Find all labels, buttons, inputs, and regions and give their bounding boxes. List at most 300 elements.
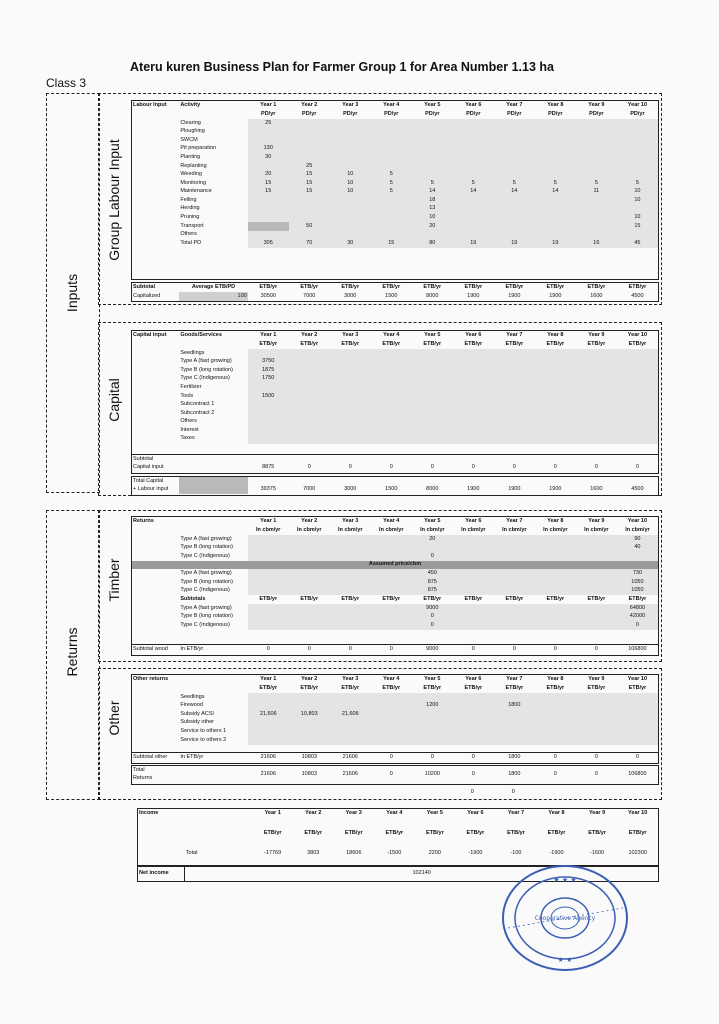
- header-cell: Year 3: [345, 810, 362, 817]
- value-cell: 9000: [426, 645, 439, 652]
- labour-row: [132, 128, 658, 137]
- header-cell: Year 5: [424, 517, 441, 524]
- unit-cell: ETB/yr: [507, 830, 525, 837]
- value-cell: [453, 621, 494, 630]
- header-cell: Year 8: [547, 517, 564, 524]
- value-cell: [617, 383, 658, 392]
- table-cell: [132, 435, 179, 444]
- capital-total-row1: [132, 477, 658, 486]
- unit-cell: PD/yr: [589, 110, 604, 117]
- value-cell: [576, 693, 617, 702]
- avg-label: Average ETB/PD: [191, 283, 236, 290]
- unit-cell: ETB/yr: [505, 684, 524, 691]
- labour-capitalized-row: [132, 292, 658, 301]
- value-cell: [412, 153, 453, 162]
- header-cell: [179, 675, 247, 684]
- value-cell: 10: [330, 179, 371, 188]
- value-cell: [371, 358, 412, 367]
- type-label: Type C (Indigenous): [180, 587, 230, 594]
- value-cell: 5: [617, 179, 658, 188]
- value-cell: [248, 401, 289, 410]
- capital-row: [132, 435, 658, 444]
- value-cell: [617, 409, 658, 418]
- value-cell: [371, 621, 412, 630]
- value-cell: [494, 162, 535, 171]
- value-cell: [535, 119, 576, 128]
- value-cell: 10803: [301, 770, 317, 777]
- unit-cell: ETB/yr: [546, 340, 565, 347]
- header-cell: Year 5: [424, 331, 441, 338]
- unit-cell: ETB/yr: [259, 340, 278, 347]
- unit-cell: ETB/yr: [423, 283, 442, 290]
- value-cell: [371, 128, 412, 137]
- table-cell: [132, 392, 179, 401]
- value-cell: [617, 418, 658, 427]
- other-label: Other: [106, 700, 122, 736]
- activity-label: Maintenance: [180, 188, 212, 195]
- unit-cell: In cbm/yr: [625, 526, 650, 533]
- timber-returns-table: [131, 516, 659, 646]
- value-cell: 7000: [303, 292, 316, 299]
- header-cell: Year 7: [506, 675, 523, 682]
- value-cell: [453, 604, 494, 613]
- table-cell: [453, 455, 494, 464]
- value-cell: 18: [412, 196, 453, 205]
- value-cell: [412, 435, 453, 444]
- value-cell: [576, 375, 617, 384]
- unit-cell: ETB/yr: [505, 595, 524, 602]
- value-cell: [289, 214, 330, 223]
- value-cell: [412, 401, 453, 410]
- value-cell: [617, 145, 658, 154]
- value-cell: 0: [430, 464, 434, 471]
- value-cell: 0: [389, 753, 393, 760]
- value-cell: [371, 604, 412, 613]
- value-cell: [616, 788, 657, 797]
- labour-row: [132, 222, 658, 231]
- value-cell: [412, 119, 453, 128]
- header-cell: Year 7: [506, 517, 523, 524]
- table-cell: [330, 569, 371, 578]
- value-cell: 1900: [508, 486, 521, 493]
- table-cell: [132, 409, 179, 418]
- unit-cell: ETB/yr: [259, 595, 278, 602]
- value-cell: [453, 128, 494, 137]
- value-cell: [494, 552, 535, 561]
- labour-row: [132, 145, 658, 154]
- table-cell: [248, 477, 289, 486]
- table-cell: [179, 455, 247, 464]
- header-cell: Other returns: [133, 675, 169, 682]
- table-cell: [132, 162, 179, 171]
- value-cell: [371, 544, 412, 553]
- assumed-price-label: Assumed price/cbm: [132, 561, 658, 570]
- value-cell: [289, 392, 330, 401]
- capital-input-table: [131, 330, 659, 456]
- value-cell: [412, 171, 453, 180]
- value-cell: [617, 128, 658, 137]
- header-cell: Year 1: [260, 331, 277, 338]
- value-cell: [494, 613, 535, 622]
- value-cell: [289, 349, 330, 358]
- value-cell: [494, 153, 535, 162]
- unit-cell: ETB/yr: [423, 340, 442, 347]
- value-cell: 19: [494, 239, 535, 248]
- value-cell: 1500: [385, 292, 398, 299]
- table-cell: [132, 358, 179, 367]
- value-cell: [576, 604, 617, 613]
- capital-subtotal-table: [131, 454, 659, 474]
- value-cell: [412, 693, 453, 702]
- activity-label: Replanting: [180, 162, 207, 169]
- returns-label: Returns: [64, 627, 80, 677]
- unit-cell: In cbm/yr: [461, 526, 486, 533]
- table-cell: [132, 587, 179, 596]
- activity-label: Transport: [180, 222, 204, 229]
- table-cell: [412, 477, 453, 486]
- unit-cell: ETB/yr: [423, 595, 442, 602]
- value-cell: [494, 719, 535, 728]
- value-cell: [289, 128, 330, 137]
- value-cell: [371, 136, 412, 145]
- value-cell: [453, 222, 494, 231]
- value-cell: 106800: [628, 770, 647, 777]
- value-cell: [371, 418, 412, 427]
- table-cell: [535, 455, 576, 464]
- value-cell: 5: [412, 179, 453, 188]
- value-cell: [576, 171, 617, 180]
- value-cell: [494, 535, 535, 544]
- unit-cell: ETB/yr: [300, 340, 319, 347]
- header-cell: Year 6: [465, 331, 482, 338]
- value-cell: [535, 604, 576, 613]
- value-cell: [371, 693, 412, 702]
- table-cell: [185, 829, 253, 839]
- value-cell: [330, 119, 371, 128]
- subtotal-label: Subtotal: [133, 283, 155, 290]
- value-cell: [494, 171, 535, 180]
- timber-header-row: [132, 517, 658, 526]
- value-cell: [289, 719, 330, 728]
- labour-row: [132, 231, 658, 240]
- value-cell: [576, 128, 617, 137]
- value-cell: [371, 153, 412, 162]
- value-cell: [535, 153, 576, 162]
- value-cell: [371, 349, 412, 358]
- activity-label: Pit preparation: [180, 145, 217, 152]
- value-cell: [535, 214, 576, 223]
- value-cell: [535, 196, 576, 205]
- value-cell: [371, 392, 412, 401]
- unit-cell: PD/yr: [261, 110, 276, 117]
- header-cell: Year 10: [627, 331, 648, 338]
- assumed-price-row: [132, 561, 658, 570]
- value-cell: 0: [471, 770, 475, 777]
- value-cell: 2200: [428, 850, 441, 857]
- value-cell: [576, 535, 617, 544]
- value-cell: 10803: [301, 753, 317, 760]
- unit-cell: ETB/yr: [587, 283, 606, 290]
- value-cell: [330, 401, 371, 410]
- value-cell: [617, 375, 658, 384]
- value-cell: [576, 552, 617, 561]
- value-cell: 3803: [307, 850, 320, 857]
- value-cell: [534, 788, 575, 797]
- table-cell: [576, 455, 617, 464]
- value-cell: [330, 383, 371, 392]
- value-cell: 15: [371, 239, 412, 248]
- value-cell: [330, 222, 371, 231]
- value-cell: [453, 366, 494, 375]
- table-cell: [330, 455, 371, 464]
- value-cell: 45: [617, 239, 658, 248]
- value-cell: [617, 702, 658, 711]
- income-total-row: [138, 849, 658, 859]
- value-cell: 30: [330, 239, 371, 248]
- value-cell: [248, 128, 289, 137]
- returns-below-row: [131, 788, 657, 798]
- value-cell: [617, 710, 658, 719]
- value-cell: [330, 544, 371, 553]
- value-cell: [535, 145, 576, 154]
- table-cell: [132, 710, 179, 719]
- capital-input-label: Capital input: [133, 464, 164, 471]
- type-label: Type A (fast growing): [180, 535, 232, 542]
- value-cell: [248, 702, 289, 711]
- header-cell: Year 10: [628, 810, 648, 817]
- value-cell: 25: [289, 162, 330, 171]
- table-cell: [132, 239, 179, 248]
- value-cell: [371, 231, 412, 240]
- header-cell: Year 1: [260, 675, 277, 682]
- timber-value-row: [132, 613, 658, 622]
- value-cell: 25: [248, 119, 289, 128]
- value-cell: [535, 418, 576, 427]
- timber-volume-row: [132, 552, 658, 561]
- value-cell: [411, 788, 452, 797]
- value-cell: [494, 736, 535, 745]
- unit-cell: PD/yr: [343, 110, 358, 117]
- value-cell: [330, 727, 371, 736]
- value-cell: [330, 153, 371, 162]
- value-cell: [453, 358, 494, 367]
- value-cell: [330, 552, 371, 561]
- value-cell: [494, 435, 535, 444]
- goods-label: Taxes: [180, 435, 195, 442]
- timber-value-row: [132, 621, 658, 630]
- type-label: Type A (fast growing): [180, 569, 232, 576]
- value-cell: 0: [635, 464, 639, 471]
- value-cell: [453, 544, 494, 553]
- value-cell: [494, 222, 535, 231]
- value-cell: 1050: [617, 587, 658, 596]
- table-cell: [453, 587, 494, 596]
- value-cell: [412, 710, 453, 719]
- value-cell: 64800: [617, 604, 658, 613]
- capital-subtotal-row1: [132, 455, 658, 464]
- value-cell: [453, 613, 494, 622]
- value-cell: [617, 693, 658, 702]
- value-cell: [330, 435, 371, 444]
- table-cell: [132, 375, 179, 384]
- value-cell: 1900: [467, 486, 480, 493]
- unit-cell: ETB/yr: [300, 684, 319, 691]
- returns-below-row: [131, 788, 657, 797]
- value-cell: [494, 136, 535, 145]
- value-cell: 0: [553, 464, 557, 471]
- unit-cell: ETB/yr: [628, 595, 647, 602]
- value-cell: [576, 205, 617, 214]
- value-cell: 21606: [342, 770, 358, 777]
- value-cell: [371, 222, 412, 231]
- value-cell: [617, 358, 658, 367]
- labour-row: [132, 136, 658, 145]
- activity-label: SWCM: [180, 136, 198, 143]
- value-cell: -1500: [387, 850, 402, 857]
- value-cell: 20: [248, 171, 289, 180]
- value-cell: [289, 727, 330, 736]
- in-etb-label: In ETB/yr: [180, 645, 204, 652]
- capital-row: [132, 375, 658, 384]
- activity-label: Felling: [180, 196, 197, 203]
- value-cell: 10: [412, 214, 453, 223]
- value-cell: [494, 604, 535, 613]
- class-label: Class 3: [46, 76, 87, 90]
- value-cell: [289, 535, 330, 544]
- type-label: Type B (long rotation): [180, 578, 233, 585]
- value-cell: [576, 119, 617, 128]
- value-cell: 0: [348, 645, 352, 652]
- value-cell: 10: [617, 196, 658, 205]
- value-cell: [453, 552, 494, 561]
- labour-row: [132, 171, 658, 180]
- value-cell: [535, 383, 576, 392]
- value-cell: [535, 535, 576, 544]
- value-cell: -100: [510, 850, 522, 857]
- stamp-text: Cooperative Agency: [534, 915, 596, 922]
- unit-cell: ETB/yr: [628, 283, 647, 290]
- returns-label: Returns: [133, 775, 153, 782]
- table-cell: [248, 455, 289, 464]
- value-cell: 30: [248, 153, 289, 162]
- header-cell: Year 2: [301, 675, 318, 682]
- value-cell: [330, 145, 371, 154]
- value-cell: [289, 409, 330, 418]
- value-cell: [412, 358, 453, 367]
- value-cell: 21606: [260, 770, 276, 777]
- value-cell: [412, 375, 453, 384]
- table-cell: [132, 205, 179, 214]
- value-cell: 305: [248, 239, 289, 248]
- value-cell: [412, 392, 453, 401]
- item-label: Subsidy other: [180, 719, 214, 726]
- unit-cell: ETB/yr: [505, 340, 524, 347]
- table-cell: [132, 684, 179, 693]
- value-cell: [371, 552, 412, 561]
- value-cell: 0: [635, 753, 639, 760]
- header-cell: Year 9: [588, 331, 605, 338]
- value-cell: [288, 788, 329, 797]
- header-cell: Year 5: [424, 101, 441, 108]
- table-cell: [132, 578, 179, 587]
- header-cell: Year 10: [627, 675, 648, 682]
- value-cell: 8000: [426, 292, 439, 299]
- value-cell: [617, 171, 658, 180]
- value-cell: [535, 727, 576, 736]
- table-cell: [179, 684, 247, 693]
- value-cell: [289, 621, 330, 630]
- header-cell: Labour Input: [133, 101, 167, 108]
- value-cell: [535, 426, 576, 435]
- activity-label: Others: [180, 231, 197, 238]
- subtotal-wood-label: Subtotal wood: [133, 645, 168, 652]
- header-cell: Year 2: [301, 101, 318, 108]
- value-cell: [576, 418, 617, 427]
- table-cell: [494, 477, 535, 486]
- value-cell: [494, 426, 535, 435]
- timber-price-row: [132, 569, 658, 578]
- value-cell: 106800: [628, 645, 647, 652]
- value-cell: [289, 153, 330, 162]
- value-cell: 0: [412, 621, 453, 630]
- value-cell: [617, 426, 658, 435]
- type-label: Type C (Indigenous): [180, 552, 230, 559]
- table-cell: [138, 829, 185, 839]
- value-cell: 14: [535, 188, 576, 197]
- value-cell: [535, 693, 576, 702]
- value-cell: [412, 162, 453, 171]
- value-cell: [494, 145, 535, 154]
- value-cell: [329, 788, 370, 797]
- value-cell: [494, 409, 535, 418]
- table-cell: [535, 477, 576, 486]
- table-cell: [453, 477, 494, 486]
- inputs-label: Inputs: [64, 273, 80, 313]
- table-cell: [132, 727, 179, 736]
- labour-row: [132, 205, 658, 214]
- value-cell: [371, 145, 412, 154]
- value-cell: [576, 392, 617, 401]
- goods-label: Seedlings: [180, 349, 205, 356]
- header-cell: Year 1: [260, 517, 277, 524]
- value-cell: 0: [412, 552, 453, 561]
- value-cell: [576, 435, 617, 444]
- type-label: Type B (long rotation): [180, 613, 233, 620]
- value-cell: [289, 613, 330, 622]
- value-cell: 15: [289, 179, 330, 188]
- value-cell: [535, 231, 576, 240]
- value-cell: 15: [617, 222, 658, 231]
- capital-row: [132, 409, 658, 418]
- value-cell: [371, 719, 412, 728]
- activity-label: Clearing: [180, 119, 201, 126]
- table-cell: [132, 179, 179, 188]
- value-cell: [576, 613, 617, 622]
- value-cell: 4500: [631, 486, 644, 493]
- value-cell: [535, 544, 576, 553]
- value-cell: [248, 205, 289, 214]
- value-cell: [330, 196, 371, 205]
- value-cell: [576, 162, 617, 171]
- value-cell: 1500: [385, 486, 398, 493]
- value-cell: 10200: [424, 770, 440, 777]
- goods-label: Subcontract 2: [180, 409, 215, 416]
- header-cell: Year 2: [305, 810, 322, 817]
- value-cell: [576, 544, 617, 553]
- header-cell: Year 10: [627, 101, 648, 108]
- value-cell: [289, 693, 330, 702]
- value-cell: [453, 145, 494, 154]
